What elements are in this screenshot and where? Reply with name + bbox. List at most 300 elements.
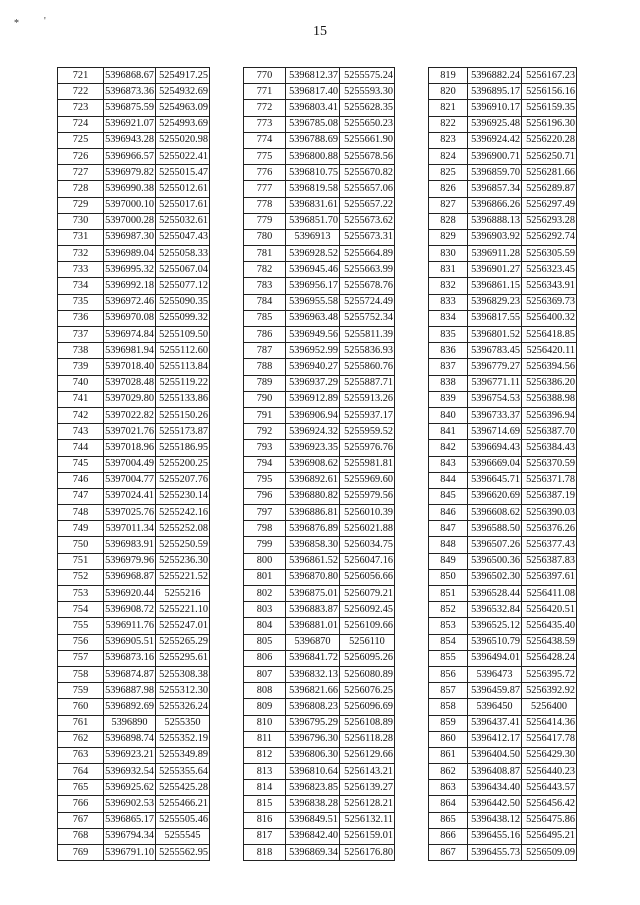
point-number: 774 — [244, 132, 286, 148]
y-coordinate: 5256196.30 — [522, 116, 577, 132]
y-coordinate: 5255752.34 — [340, 310, 395, 326]
y-coordinate: 5255664.89 — [340, 246, 395, 262]
x-coordinate: 5397022.82 — [104, 407, 156, 423]
y-coordinate: 5255349.89 — [156, 747, 210, 763]
coordinates-table-3 — [428, 67, 577, 861]
point-number: 816 — [244, 812, 286, 828]
table-row — [58, 165, 210, 181]
table-row — [429, 715, 577, 731]
x-coordinate: 5396911.28 — [468, 246, 522, 262]
x-coordinate: 5396838.28 — [286, 796, 340, 812]
table-row — [58, 715, 210, 731]
table-row — [429, 472, 577, 488]
x-coordinate: 5396974.84 — [104, 327, 156, 343]
x-coordinate: 5396932.54 — [104, 764, 156, 780]
point-number: 738 — [58, 343, 104, 359]
y-coordinate: 5255545 — [156, 828, 210, 844]
table-row — [58, 586, 210, 602]
point-number: 769 — [58, 845, 104, 861]
y-coordinate: 5256297.49 — [522, 197, 577, 213]
point-number: 735 — [58, 294, 104, 310]
point-number: 775 — [244, 148, 286, 164]
point-number: 781 — [244, 246, 286, 262]
point-number: 844 — [429, 472, 468, 488]
table-row — [429, 132, 577, 148]
point-number: 758 — [58, 666, 104, 682]
y-coordinate: 5255959.52 — [340, 424, 395, 440]
x-coordinate: 5396779.27 — [468, 359, 522, 375]
x-coordinate: 5396913 — [286, 229, 340, 245]
table-row — [429, 521, 577, 537]
point-number: 832 — [429, 278, 468, 294]
x-coordinate: 5396920.44 — [104, 586, 156, 602]
point-number: 836 — [429, 343, 468, 359]
x-coordinate: 5396908.72 — [104, 602, 156, 618]
y-coordinate: 5256323.45 — [522, 262, 577, 278]
x-coordinate: 5396888.13 — [468, 213, 522, 229]
y-coordinate: 5256109.66 — [340, 618, 395, 634]
point-number: 860 — [429, 731, 468, 747]
y-coordinate: 5256108.89 — [340, 715, 395, 731]
table-row — [244, 294, 395, 310]
point-number: 822 — [429, 116, 468, 132]
point-number: 787 — [244, 343, 286, 359]
point-number: 750 — [58, 537, 104, 553]
table-row — [58, 116, 210, 132]
y-coordinate: 5255186.95 — [156, 440, 210, 456]
x-coordinate: 5396801.52 — [468, 327, 522, 343]
x-coordinate: 5396928.52 — [286, 246, 340, 262]
table-row — [244, 229, 395, 245]
x-coordinate: 5396808.23 — [286, 699, 340, 715]
point-number: 784 — [244, 294, 286, 310]
point-number: 740 — [58, 375, 104, 391]
y-coordinate: 5255012.61 — [156, 181, 210, 197]
point-number: 831 — [429, 262, 468, 278]
table-row — [429, 666, 577, 682]
x-coordinate: 5397004.77 — [104, 472, 156, 488]
point-number: 861 — [429, 747, 468, 763]
x-coordinate: 5396886.81 — [286, 505, 340, 521]
table-row — [429, 731, 577, 747]
x-coordinate: 5396788.69 — [286, 132, 340, 148]
table-row — [244, 699, 395, 715]
point-number: 729 — [58, 197, 104, 213]
point-number: 794 — [244, 456, 286, 472]
coordinates-table-1 — [57, 67, 210, 861]
point-number: 814 — [244, 780, 286, 796]
y-coordinate: 5255650.23 — [340, 116, 395, 132]
point-number: 745 — [58, 456, 104, 472]
point-number: 732 — [58, 246, 104, 262]
point-number: 808 — [244, 683, 286, 699]
y-coordinate: 5255724.49 — [340, 294, 395, 310]
x-coordinate: 5396873.36 — [104, 84, 156, 100]
table-row — [429, 764, 577, 780]
table-row — [58, 683, 210, 699]
table-row — [58, 796, 210, 812]
x-coordinate: 5396923.21 — [104, 747, 156, 763]
y-coordinate: 5256010.39 — [340, 505, 395, 521]
y-coordinate: 5256390.03 — [522, 505, 577, 521]
table-row — [429, 327, 577, 343]
y-coordinate: 5254917.25 — [156, 68, 210, 84]
table-row — [244, 747, 395, 763]
table-row — [244, 569, 395, 585]
x-coordinate: 5396819.58 — [286, 181, 340, 197]
table-row — [58, 181, 210, 197]
y-coordinate: 5255022.41 — [156, 148, 210, 164]
y-coordinate: 5255047.43 — [156, 229, 210, 245]
point-number: 812 — [244, 747, 286, 763]
y-coordinate: 5256139.27 — [340, 780, 395, 796]
point-number: 804 — [244, 618, 286, 634]
table-row — [429, 100, 577, 116]
table-row — [244, 68, 395, 84]
point-number: 825 — [429, 165, 468, 181]
point-number: 786 — [244, 327, 286, 343]
table-row — [244, 132, 395, 148]
y-coordinate: 5254993.69 — [156, 116, 210, 132]
point-number: 726 — [58, 148, 104, 164]
point-number: 847 — [429, 521, 468, 537]
y-coordinate: 5255032.61 — [156, 213, 210, 229]
point-number: 823 — [429, 132, 468, 148]
table-row — [429, 246, 577, 262]
y-coordinate: 5256395.72 — [522, 666, 577, 682]
x-coordinate: 5396608.62 — [468, 505, 522, 521]
y-coordinate: 5255628.35 — [340, 100, 395, 116]
x-coordinate: 5396901.27 — [468, 262, 522, 278]
table-row — [244, 586, 395, 602]
x-coordinate: 5396981.94 — [104, 343, 156, 359]
y-coordinate: 5256396.94 — [522, 407, 577, 423]
table-row — [58, 375, 210, 391]
table-row — [58, 294, 210, 310]
point-number: 829 — [429, 229, 468, 245]
x-coordinate: 5396800.88 — [286, 148, 340, 164]
table-row — [429, 780, 577, 796]
y-coordinate: 5256305.59 — [522, 246, 577, 262]
x-coordinate: 5396903.92 — [468, 229, 522, 245]
y-coordinate: 5255326.24 — [156, 699, 210, 715]
y-coordinate: 5255265.29 — [156, 634, 210, 650]
y-coordinate: 5256388.98 — [522, 391, 577, 407]
y-coordinate: 5255593.30 — [340, 84, 395, 100]
x-coordinate: 5396459.87 — [468, 683, 522, 699]
point-number: 866 — [429, 828, 468, 844]
y-coordinate: 5255173.87 — [156, 424, 210, 440]
table-row — [429, 796, 577, 812]
point-number: 856 — [429, 666, 468, 682]
point-number: 835 — [429, 327, 468, 343]
y-coordinate: 5255979.56 — [340, 488, 395, 504]
x-coordinate: 5396510.79 — [468, 634, 522, 650]
x-coordinate: 5396455.16 — [468, 828, 522, 844]
y-coordinate: 5256343.91 — [522, 278, 577, 294]
table-row — [244, 327, 395, 343]
y-coordinate: 5256394.56 — [522, 359, 577, 375]
y-coordinate: 5255099.32 — [156, 310, 210, 326]
table-row — [429, 747, 577, 763]
table-row — [58, 343, 210, 359]
table-row — [429, 537, 577, 553]
y-coordinate: 5256129.66 — [340, 747, 395, 763]
point-number: 834 — [429, 310, 468, 326]
table-row — [244, 634, 395, 650]
point-number: 796 — [244, 488, 286, 504]
y-coordinate: 5255562.95 — [156, 845, 210, 861]
y-coordinate: 5255673.31 — [340, 229, 395, 245]
y-coordinate: 5255860.76 — [340, 359, 395, 375]
point-number: 828 — [429, 213, 468, 229]
point-number: 849 — [429, 553, 468, 569]
x-coordinate: 5397000.10 — [104, 197, 156, 213]
x-coordinate: 5396438.12 — [468, 812, 522, 828]
x-coordinate: 5396817.40 — [286, 84, 340, 100]
table-row — [429, 618, 577, 634]
y-coordinate: 5256096.69 — [340, 699, 395, 715]
x-coordinate: 5396851.70 — [286, 213, 340, 229]
table-row — [244, 116, 395, 132]
point-number: 806 — [244, 650, 286, 666]
point-number: 818 — [244, 845, 286, 861]
x-coordinate: 5396525.12 — [468, 618, 522, 634]
x-coordinate: 5396714.69 — [468, 424, 522, 440]
x-coordinate: 5396952.99 — [286, 343, 340, 359]
table-row — [244, 262, 395, 278]
x-coordinate: 5396831.61 — [286, 197, 340, 213]
y-coordinate: 5255350 — [156, 715, 210, 731]
point-number: 788 — [244, 359, 286, 375]
y-coordinate: 5255295.61 — [156, 650, 210, 666]
point-number: 810 — [244, 715, 286, 731]
table-row — [58, 148, 210, 164]
table-row — [244, 343, 395, 359]
y-coordinate: 5256370.59 — [522, 456, 577, 472]
x-coordinate: 5396972.46 — [104, 294, 156, 310]
point-number: 833 — [429, 294, 468, 310]
y-coordinate: 5256411.08 — [522, 586, 577, 602]
point-number: 855 — [429, 650, 468, 666]
table-row — [244, 165, 395, 181]
y-coordinate: 5256440.23 — [522, 764, 577, 780]
y-coordinate: 5256034.75 — [340, 537, 395, 553]
x-coordinate: 5396532.84 — [468, 602, 522, 618]
point-number: 799 — [244, 537, 286, 553]
scan-mark-right: ' — [44, 16, 46, 27]
x-coordinate: 5396866.26 — [468, 197, 522, 213]
x-coordinate: 5396803.41 — [286, 100, 340, 116]
x-coordinate: 5396992.18 — [104, 278, 156, 294]
x-coordinate: 5396817.55 — [468, 310, 522, 326]
table-row — [244, 213, 395, 229]
table-row — [429, 148, 577, 164]
table-row — [58, 407, 210, 423]
point-number: 821 — [429, 100, 468, 116]
y-coordinate: 5256080.89 — [340, 666, 395, 682]
table-row — [244, 197, 395, 213]
point-number: 801 — [244, 569, 286, 585]
point-number: 783 — [244, 278, 286, 294]
point-number: 802 — [244, 586, 286, 602]
table-row — [429, 213, 577, 229]
x-coordinate: 5396434.40 — [468, 780, 522, 796]
x-coordinate: 5396754.53 — [468, 391, 522, 407]
y-coordinate: 5255673.62 — [340, 213, 395, 229]
point-number: 845 — [429, 488, 468, 504]
y-coordinate: 5255661.90 — [340, 132, 395, 148]
x-coordinate: 5396925.48 — [468, 116, 522, 132]
table-row — [58, 440, 210, 456]
x-coordinate: 5396620.69 — [468, 488, 522, 504]
x-coordinate: 5396876.89 — [286, 521, 340, 537]
table-row — [244, 796, 395, 812]
point-number: 777 — [244, 181, 286, 197]
point-number: 764 — [58, 764, 104, 780]
x-coordinate: 5396868.67 — [104, 68, 156, 84]
table-row — [244, 456, 395, 472]
x-coordinate: 5396810.64 — [286, 764, 340, 780]
x-coordinate: 5396858.30 — [286, 537, 340, 553]
point-number: 803 — [244, 602, 286, 618]
point-number: 815 — [244, 796, 286, 812]
y-coordinate: 5255119.22 — [156, 375, 210, 391]
table-row — [58, 747, 210, 763]
y-coordinate: 5255913.26 — [340, 391, 395, 407]
y-coordinate: 5255663.99 — [340, 262, 395, 278]
table-row — [244, 84, 395, 100]
x-coordinate: 5396796.30 — [286, 731, 340, 747]
point-number: 748 — [58, 505, 104, 521]
point-number: 766 — [58, 796, 104, 812]
point-number: 782 — [244, 262, 286, 278]
y-coordinate: 5256095.26 — [340, 650, 395, 666]
y-coordinate: 5256128.21 — [340, 796, 395, 812]
table-row — [58, 246, 210, 262]
table-row — [58, 764, 210, 780]
y-coordinate: 5255058.33 — [156, 246, 210, 262]
y-coordinate: 5255015.47 — [156, 165, 210, 181]
y-coordinate: 5256176.80 — [340, 845, 395, 861]
point-number: 770 — [244, 68, 286, 84]
x-coordinate: 5396983.91 — [104, 537, 156, 553]
x-coordinate: 5396956.17 — [286, 278, 340, 294]
x-coordinate: 5396924.42 — [468, 132, 522, 148]
point-number: 827 — [429, 197, 468, 213]
point-number: 757 — [58, 650, 104, 666]
point-number: 854 — [429, 634, 468, 650]
x-coordinate: 5396890 — [104, 715, 156, 731]
y-coordinate: 5255981.81 — [340, 456, 395, 472]
table-row — [58, 359, 210, 375]
x-coordinate: 5396912.89 — [286, 391, 340, 407]
point-number: 824 — [429, 148, 468, 164]
point-number: 819 — [429, 68, 468, 84]
point-number: 737 — [58, 327, 104, 343]
y-coordinate: 5255017.61 — [156, 197, 210, 213]
point-number: 862 — [429, 764, 468, 780]
point-number: 805 — [244, 634, 286, 650]
y-coordinate: 5255230.14 — [156, 488, 210, 504]
table-row — [429, 181, 577, 197]
point-number: 725 — [58, 132, 104, 148]
table-row — [244, 391, 395, 407]
point-number: 807 — [244, 666, 286, 682]
y-coordinate: 5256392.92 — [522, 683, 577, 699]
table-row — [429, 359, 577, 375]
y-coordinate: 5255355.64 — [156, 764, 210, 780]
y-coordinate: 5256076.25 — [340, 683, 395, 699]
x-coordinate: 5396404.50 — [468, 747, 522, 763]
y-coordinate: 5256400 — [522, 699, 577, 715]
table-row — [58, 812, 210, 828]
point-number: 795 — [244, 472, 286, 488]
y-coordinate: 5256132.11 — [340, 812, 395, 828]
point-number: 840 — [429, 407, 468, 423]
x-coordinate: 5396455.73 — [468, 845, 522, 861]
x-coordinate: 5396795.29 — [286, 715, 340, 731]
table-row — [58, 100, 210, 116]
x-coordinate: 5396857.34 — [468, 181, 522, 197]
table-row — [429, 375, 577, 391]
table-row — [244, 181, 395, 197]
point-number: 798 — [244, 521, 286, 537]
point-number: 765 — [58, 780, 104, 796]
point-number: 733 — [58, 262, 104, 278]
table-row — [429, 602, 577, 618]
x-coordinate: 5396437.41 — [468, 715, 522, 731]
point-number: 759 — [58, 683, 104, 699]
point-number: 749 — [58, 521, 104, 537]
y-coordinate: 5255252.08 — [156, 521, 210, 537]
point-number: 754 — [58, 602, 104, 618]
x-coordinate: 5396733.37 — [468, 407, 522, 423]
y-coordinate: 5256281.66 — [522, 165, 577, 181]
table-row — [429, 262, 577, 278]
y-coordinate: 5255109.50 — [156, 327, 210, 343]
point-number: 790 — [244, 391, 286, 407]
x-coordinate: 5396979.82 — [104, 165, 156, 181]
y-coordinate: 5256414.36 — [522, 715, 577, 731]
x-coordinate: 5397018.40 — [104, 359, 156, 375]
y-coordinate: 5256371.78 — [522, 472, 577, 488]
x-coordinate: 5396870.80 — [286, 569, 340, 585]
point-number: 813 — [244, 764, 286, 780]
point-number: 851 — [429, 586, 468, 602]
x-coordinate: 5396829.23 — [468, 294, 522, 310]
table-row — [58, 278, 210, 294]
point-number: 842 — [429, 440, 468, 456]
point-number: 728 — [58, 181, 104, 197]
x-coordinate: 5397028.48 — [104, 375, 156, 391]
y-coordinate: 5255308.38 — [156, 666, 210, 682]
table-row — [58, 845, 210, 861]
point-number: 789 — [244, 375, 286, 391]
y-coordinate: 5254963.09 — [156, 100, 210, 116]
point-number: 838 — [429, 375, 468, 391]
table-row — [429, 343, 577, 359]
x-coordinate: 5396963.48 — [286, 310, 340, 326]
x-coordinate: 5397025.76 — [104, 505, 156, 521]
y-coordinate: 5255425.28 — [156, 780, 210, 796]
table-row — [244, 440, 395, 456]
point-number: 763 — [58, 747, 104, 763]
table-row — [429, 569, 577, 585]
point-number: 837 — [429, 359, 468, 375]
point-number: 744 — [58, 440, 104, 456]
table-row — [429, 116, 577, 132]
